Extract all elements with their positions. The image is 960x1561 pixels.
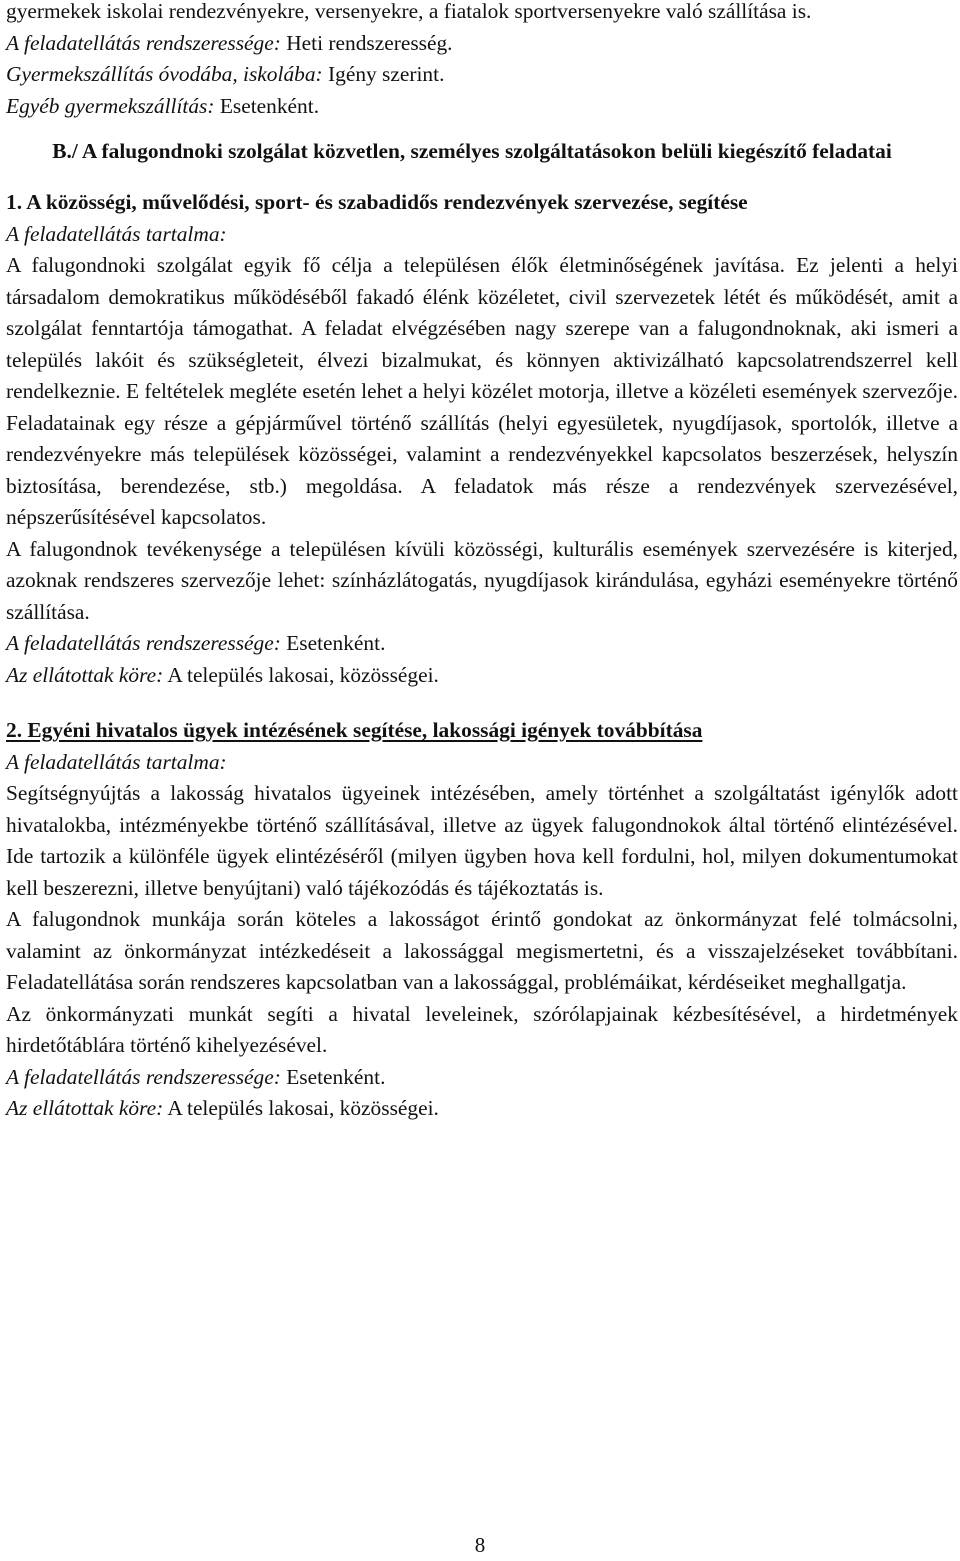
frequency-value: Heti rendszeresség.	[280, 30, 453, 55]
intro-frequency-line	[6, 28, 958, 60]
item-2-heading: 2. Egyéni hivatalos ügyek intézésének segítése, lakossági igények továbbítása	[6, 718, 703, 742]
item-2-paragraph-3: Az önkormányzati munkát segíti a hivatal leveleinek, szórólapjainak kézbesítésével, a hirdetmények hirdetőtáblára történő kihelyezésével.	[6, 1001, 958, 1057]
frequency-value: Esetenként.	[280, 1064, 386, 1089]
frequency-label: A feladatellátás rendszeressége:	[6, 631, 281, 655]
section-b-heading: B./ A falugondnoki szolgálat közvetlen, személyes szolgáltatásokon belüli kiegészítő feladatai	[52, 139, 892, 163]
item-2-frequency-line	[6, 1062, 958, 1094]
served-value: A település lakosai, közösségei.	[163, 662, 439, 687]
intro-other-line	[6, 91, 958, 123]
intro-kindergarten-line	[6, 59, 958, 91]
frequency-label: A feladatellátás rendszeressége:	[6, 1064, 281, 1089]
frequency-label: A feladatellátás rendszeressége:	[6, 30, 281, 55]
item-2-served-line	[6, 1093, 958, 1125]
other-transport-value: Esetenként.	[214, 93, 320, 118]
item-1-served-line	[6, 660, 958, 692]
intro-paragraph: gyermekek iskolai rendezvényekre, versenyekre, a fiatalok sportversenyekre való szállítása is.	[6, 0, 812, 23]
served-label: Az ellátottak köre:	[6, 1096, 164, 1120]
item-2-paragraph-1: Segítségnyújtás a lakosság hivatalos ügyeinek intézésében, amely történhet a szolgáltatást igénylők adott hivatalokba, intézményekbe történő szállításával, illetve az ügyek falugondnokok által történő elintézésével. Ide tartozik a különféle ügyek elintézéséről (milyen ügyben hova kell fordulni, hol, milyen dokumentumokat kell beszerezni, illetve benyújtani) való tájékozódás és tájékoztatás is.	[6, 781, 958, 900]
item-2-content-label: A feladatellátás tartalma:	[6, 749, 227, 774]
item-1-frequency-line	[6, 628, 958, 660]
kindergarten-value: Igény szerint.	[322, 62, 445, 86]
document-page	[6, 0, 958, 1125]
item-1-content-label: A feladatellátás tartalma:	[6, 221, 227, 246]
item-1-paragraph-2: A falugondnok tevékenysége a településen kívüli közösségi, kulturális események szervezésére is kiterjed, azoknak rendszeres szervezője lehet: színházlátogatás, nyugdíjasok kirándulása, egyházi eseményekre történő szállítása.	[6, 536, 958, 624]
item-1-paragraph-1: A falugondnoki szolgálat egyik fő célja a településen élők életminőségének javítása. Ez jelenti a helyi társadalom demokratikus működéséből fakadó élénk közéletet, civil szervezetek létét és működését, amit a szolgálat fenntartója támogathat. A feladat elvégzésében nagy szerepe van a falugondnoknak, aki ismeri a település lakóit és szükségleteit, élvezi bizalmukat, és könnyen aktivizálható kapcsolatrendszerrel kell rendelkeznie. E feltételek megléte esetén lehet a helyi közélet motorja, illetve a közéleti események szervezője. Feladatainak egy része a gépjárművel történő szállítás (helyi egyesületek, nyugdíjasok, sportolók, illetve a rendezvényekre más települések közösségei, valamint a rendezvényekkel kapcsolatos beszerzések, helyszín biztosítása, berendezése, stb.) megoldása. A feladatok más része a rendezvények szervezésével, népszerűsítésével kapcsolatos.	[6, 253, 959, 529]
other-transport-label: Egyéb gyermekszállítás:	[6, 93, 215, 118]
item-1-heading: 1. A közösségi, művelődési, sport- és szabadidős rendezvények szervezése, segítése	[6, 190, 748, 214]
served-value: A település lakosai, közösségei.	[163, 1096, 439, 1120]
item-2-paragraph-2: A falugondnok munkája során köteles a lakosságot érintő gondokat az önkormányzat felé tolmácsolni, valamint az önkormányzat intézkedéseit a lakossággal megismertetni, és a visszajelzéseket továbbítani. Feladatellátása során rendszeres kapcsolatban van a lakossággal, problémáikat, kérdéseiket meghallgatja.	[6, 907, 958, 994]
frequency-value: Esetenként.	[280, 631, 386, 655]
kindergarten-label: Gyermekszállítás óvodába, iskolába:	[6, 62, 323, 86]
served-label: Az ellátottak köre:	[6, 662, 164, 687]
page-number: 8	[474, 1533, 486, 1557]
